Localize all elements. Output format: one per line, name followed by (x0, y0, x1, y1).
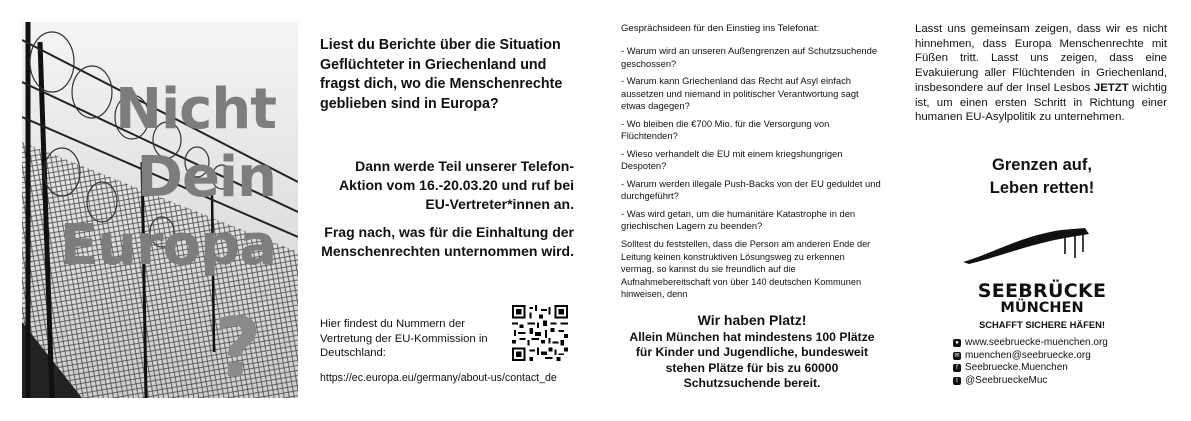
platz-text: Allein München hat mindestens 100 Plätze für Kinder und Jugendliche, bundesweit stehen Plätze für bis zu 60000 Schutzsuchende bereit. (629, 330, 875, 390)
follow-up-text: Solltest du feststellen, dass die Person am anderen Ende der Leitung keinen konstruktiven Lösungsweg zu erkennen vermag, so kannst du sie freundlich auf die Aufnahmebereitschaft von über 140 deutschen Kommunen hinweisen, denn (621, 239, 871, 300)
org-tagline: SCHAFFT SICHERE HÄFEN! (978, 319, 1106, 330)
slogan-line: Grenzen auf, (992, 156, 1092, 174)
list-item: - Warum wird an unseren Außengrenzen auf Schutzsuchende geschossen? (621, 45, 878, 69)
cover-photo (22, 22, 298, 398)
mail-icon: ✉ (954, 352, 960, 359)
conversation-heading: Gesprächsideen für den Einstieg ins Telefonat: (621, 23, 820, 34)
list-item: - Warum kann Griechenland das Recht auf Asyl einfach aussetzen und niemand in politischer Verantwortung sagt etwas dagegen? (621, 75, 859, 111)
facebook-icon: f (953, 364, 961, 372)
contact-text: muenchen@seebruecke.org (965, 349, 1091, 361)
closing-text-part: Lasst uns gemeinsam zeigen, dass wir es nicht hinnehmen, dass Europa Menschenrechte mit Füßen tritt. Lasst uns zeigen, dass eine Evakuierung aller Flüchtenden in Griechenland, insbesondere auf der Insel Lesbos (915, 23, 1167, 94)
slogan (915, 154, 1169, 200)
intro-question: Liest du Berichte über die Situation Geflüchteter in Griechenland und fragst dich, wo die Menschenrechte geblieben sind in Europa? (320, 37, 563, 112)
panel-closing (915, 0, 1169, 421)
contact-text: Seebruecke.Muenchen (965, 362, 1068, 374)
contact-text: @SeebrueckeMuc (965, 374, 1048, 386)
org-city: MÜNCHEN (1000, 300, 1084, 316)
twitter-icon: t (953, 377, 961, 385)
numbers-info-text: Hier findest du Nummern der Vertretung der EU-Kommission in Deutschland: (320, 318, 488, 359)
list-item: - Wieso verhandelt die EU mit einem kriegshungrigen Despoten? (621, 147, 843, 171)
platz-title: Wir haben Platz! (697, 312, 807, 328)
closing-text-part: wichtig ist, um einen ersten Schritt in Richtung einer humanen EU-Asylpolitik zu unternehmen. (915, 81, 1168, 124)
phone-action-text: Dann werde Teil unserer Telefon-Aktion vom 16.-20.03.20 und ruf bei EU-Vertreter*innen an. (339, 158, 574, 212)
overlay-word-nicht: Nicht (115, 77, 276, 142)
bridge-logo-icon (961, 224, 1091, 264)
panel-conversation-ideas (621, 0, 883, 421)
question-list (621, 45, 883, 238)
contact-website[interactable] (953, 337, 1108, 350)
overlay-word-dein: Dein (136, 145, 276, 210)
contact-email[interactable] (953, 350, 1108, 363)
qr-code-icon (512, 305, 568, 361)
contact-text: www.seebruecke-muenchen.org (965, 337, 1108, 348)
list-item: - Warum werden illegale Push-Backs von der EU geduldet und durchgeführt? (621, 177, 881, 201)
panel-call-to-action (300, 0, 590, 421)
closing-emphasis: JETZT (1093, 81, 1129, 94)
list-item: - Wo bleiben die €700 Mio. für die Versorgung von Flüchtenden? (621, 117, 830, 141)
org-name: SEEBRÜCKE (977, 280, 1107, 302)
contact-twitter[interactable] (953, 375, 1108, 388)
contact-list (953, 337, 1108, 387)
slogan-line: Leben retten! (989, 179, 1095, 197)
globe-icon: ● (953, 339, 961, 347)
ask-text: Frag nach, was für die Einhaltung der Menschenrechten unternommen wird. (321, 224, 574, 259)
closing-text (915, 22, 1167, 125)
overlay-word-europa: Europa (59, 213, 276, 278)
overlay-question-mark: ? (214, 301, 262, 396)
contact-facebook[interactable] (953, 362, 1108, 375)
contact-url[interactable]: https://ec.europa.eu/germany/about-us/contact_de (320, 372, 557, 384)
list-item: - Was wird getan, um die humanitäre Katastrophe in den griechischen Lagern zu beenden? (621, 207, 856, 231)
